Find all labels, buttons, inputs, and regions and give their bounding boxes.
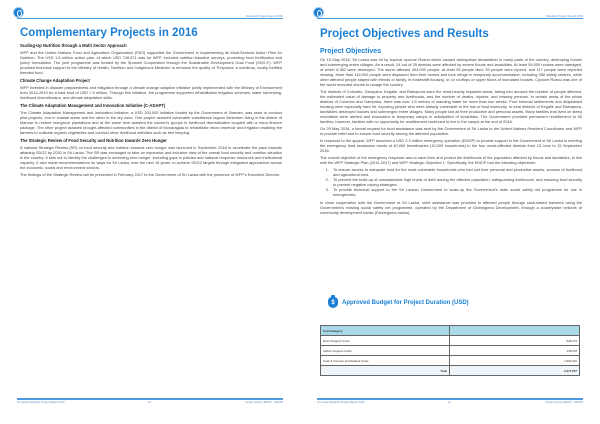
paragraph: In close cooperation with the Government of Sri Lanka, relief assistance was provided to affected people through cash-based transfers using the Government's existing social safety net programme, operated by the Department of Divineguma Development, through a countrywide network of community development banks (Divineguma banks). [320, 200, 582, 215]
budget-table [320, 325, 580, 376]
list-item: 1. To ensure access to adequate food for the most vulnerable households who had lost their personal and productive assets, sources of livelihood and agricultural land. [330, 167, 582, 177]
table-row [321, 336, 580, 346]
header-cell: Cost Category [321, 326, 450, 336]
header-report-name: Standard Project Report 2016 [545, 14, 583, 18]
page-number: 10 [148, 401, 151, 404]
table-row [321, 356, 580, 366]
list-item: 2. To prevent the build-up of unsustainable high levels of debt among the affected population, safeguarding livelihoods, and ensuring food security to prevent negative coping strategies. [330, 177, 582, 187]
row-label: Cash & Voucher and Related Costs [321, 356, 450, 366]
section-heading: Scaling-Up Nutrition through a Multi Sector Approach [20, 43, 127, 48]
budget-heading [328, 297, 469, 308]
footer-divider [317, 398, 583, 400]
budget-title: Approved Budget for Project Duration (USD) [342, 299, 469, 306]
paragraph: The findings of the Strategic Review will be presented in February 2017 to the Government of Sri Lanka with the presence of WFP's Executive Director. [20, 172, 281, 177]
row-label: Direct Support Costs [321, 336, 450, 346]
paragraph: WFP and the United Nations Food and Agriculture Organization (FAO) supported the Government in implementing its Multi-Sectoral Action Plan for Nutrition. The USD 1.5 million action plan, of which USD 749,871 was for WFP, included nutrition baseline surveys, promoting food fortification and policy formulation. The joint programme was funded by the Spanish Cooperation through the Sustainable Development Goal Fund (SDG-F). WFP provided technical support to the Ministry of Health, Nutrition and Indigenous Medicine to enhance the quality of Thriposha, a nutritious, locally fortified blended food. [20, 50, 282, 75]
total-row [321, 366, 580, 376]
page-number: 11 [448, 401, 451, 404]
section-heading: The Climate Adaptation Management and Innovation Initiative (C-ADAPT) [20, 103, 166, 108]
table-row [321, 346, 580, 356]
wfp-logo-icon [313, 7, 324, 18]
money-bag-icon: $ [328, 297, 338, 308]
paragraph: On 29 May 2016, a formal request for food assistance was sent by the Government of Sri Lanka to the United Nations Resident Coordinator and WFP to provide relief and to ensure food security among the affected population. [320, 126, 582, 136]
section-title: Project Objectives [320, 48, 382, 55]
paragraph: A national Strategic Review (SR) on food security and nutrition towards zero hunger was launched in September 2016 to accelerate the pace towards attaining SDG2 by 2030 in Sri Lanka. The SR was envisaged to take an expansive and inclusive view of the overall food security and nutrition situation in the country. It sets out to identify the challenges to achieving zero hunger, including gaps in policies and national response resources and institutional capacity. It also made recommendations on ways for Sri Lanka, over the next 15 years, to achieve SDG2 targets through integrated approaches across the economic, social and environment sectors. [20, 145, 282, 170]
total-label: Total [321, 366, 450, 376]
objectives-list [330, 167, 582, 197]
footer-left: Sri Lanka Standard Project Report 2016 [17, 401, 65, 404]
footer-divider [17, 398, 283, 400]
header-divider [317, 18, 583, 19]
row-label: Indirect Support Costs [321, 346, 450, 356]
row-value: 528,279 [450, 336, 580, 346]
footer-left: Sri Lanka Standard Project Report 2016 [317, 401, 365, 404]
section-heading: Climate Change Adaptation Project [20, 78, 90, 83]
page-title: Complementary Projects in 2016 [20, 27, 198, 39]
section-heading: The Strategic Review of Food Security and Nutrition towards Zero Hunger [20, 138, 167, 143]
footer-right: Single Country EMOP - 201000 [545, 401, 583, 404]
page-title: Project Objectives and Results [320, 28, 489, 40]
wfp-logo-icon [13, 7, 24, 18]
header-report-name: Standard Project Report 2016 [245, 14, 283, 18]
footer-right: Single Country EMOP - 201000 [245, 401, 283, 404]
table-header [321, 326, 580, 336]
paragraph: The Climate Adaptation Management and Innovation Initiative, a USD 200,000 initiative funded by the Government of Sweden, was used to conduct pilot projects, one in coastal areas and the other in the dry zone. One project assisted vulnerable subsistence lagoon fishermen living in the district of Mannar to restore mangrove plantations and at the same time assisted the women's groups in livelihood diversification coupled with a micro-finance package. The other project assisted drought-affected communities in the district of Monaragala to rehabilitate micro reservoir and irrigation enabling the farmers to cultivate organic vegetables and conduct other livelihood activities such as bee keeping. [20, 110, 282, 135]
paragraph: In response to the appeal, WFP launched a USD 2.3 million emergency operation (EMOP) to provide support to the Government of Sri Lanka in meeting the emergency food assistance needs of 40,000 beneficiaries (10,000 households) in the four worst-affected districts from 15 June to 15 September 2016. [320, 138, 582, 153]
paragraph: The overall objective of the emergency response was to save lives and protect the livelihoods of the population affected by floods and landslides, in line with the WFP Strategic Plan (2014-2017) and WFP Strategic Objective 1. Specifically, the EMOP had the following objectives: [320, 155, 582, 165]
paragraph: On 15 May 2016, Sri Lanka was hit by tropical cyclone Roanu which caused widespread devastation in many parts of the country, destroying homes and submerging entire villages. As a result, 24 out of 25 districts were affected by severe floods and landslides. At least 59,000 houses were damaged, of which 6,382 were destroyed. The storm affected 494,000 people: at least 93 people died; 39 people were injured; and 117 people were reported missing. More than 115,000 people were displaced from their homes and took refuge in temporary accommodation, including 350 safety centres, while other affected people stayed with friends or family, in makeshift housing, or on rooftops or upper floors of inundated houses. Cyclone Roanu was one of the worst recorded storms to ravage the country. [320, 57, 582, 87]
paragraph: WFP invested in disaster preparedness and mitigation through a climate change adaption initiative jointly implemented with the Ministry of Environment from 2014-2019 for a total fund of USD 7.9 million. Through this initiative, the programme supported rehabilitation irrigation schemes, water harvesting, livelihood diversification, and climate adaptation skills. [20, 85, 282, 100]
right-body [320, 57, 582, 217]
header-divider [17, 18, 283, 19]
total-value: 2,277,267 [450, 366, 580, 376]
row-value: 148,678 [450, 346, 580, 356]
left-body [20, 40, 282, 179]
list-item: 3. To provide technical support to the Sri Lankan Government to scale-up the Government's main social safety net programme for use in emergencies. [330, 187, 582, 197]
paragraph: The districts of Colombo, Gampaha, Kegalle, and Ratnapura were the most-heavily impacted areas, taking into account the number of people affected, the estimated value of damage to property and livelihoods, and the number of deaths, injuries, and missing persons. In certain areas of the urban districts of Colombo and Gampaha, there was over 1.5 metres of standing water for more than two weeks. Poor informal settlements and dilapidated housing were especially hard hit, exposing people who were already vulnerable to the risk of food insecurity. In rural districts of Kegalle and Ratnapura, landslides destroyed houses and submerged entire villages. Many people lost all their productive and personal assets. Many families that lived on steep mountains were alerted and evacuated to temporary camps in anticipation of landslides. The Government provided permanent resettlement to 50 families; however, families with no opportunity for resettlement continued to live in the camps at the end of 2016. [320, 89, 582, 124]
row-value: 1,600,310 [450, 356, 580, 366]
